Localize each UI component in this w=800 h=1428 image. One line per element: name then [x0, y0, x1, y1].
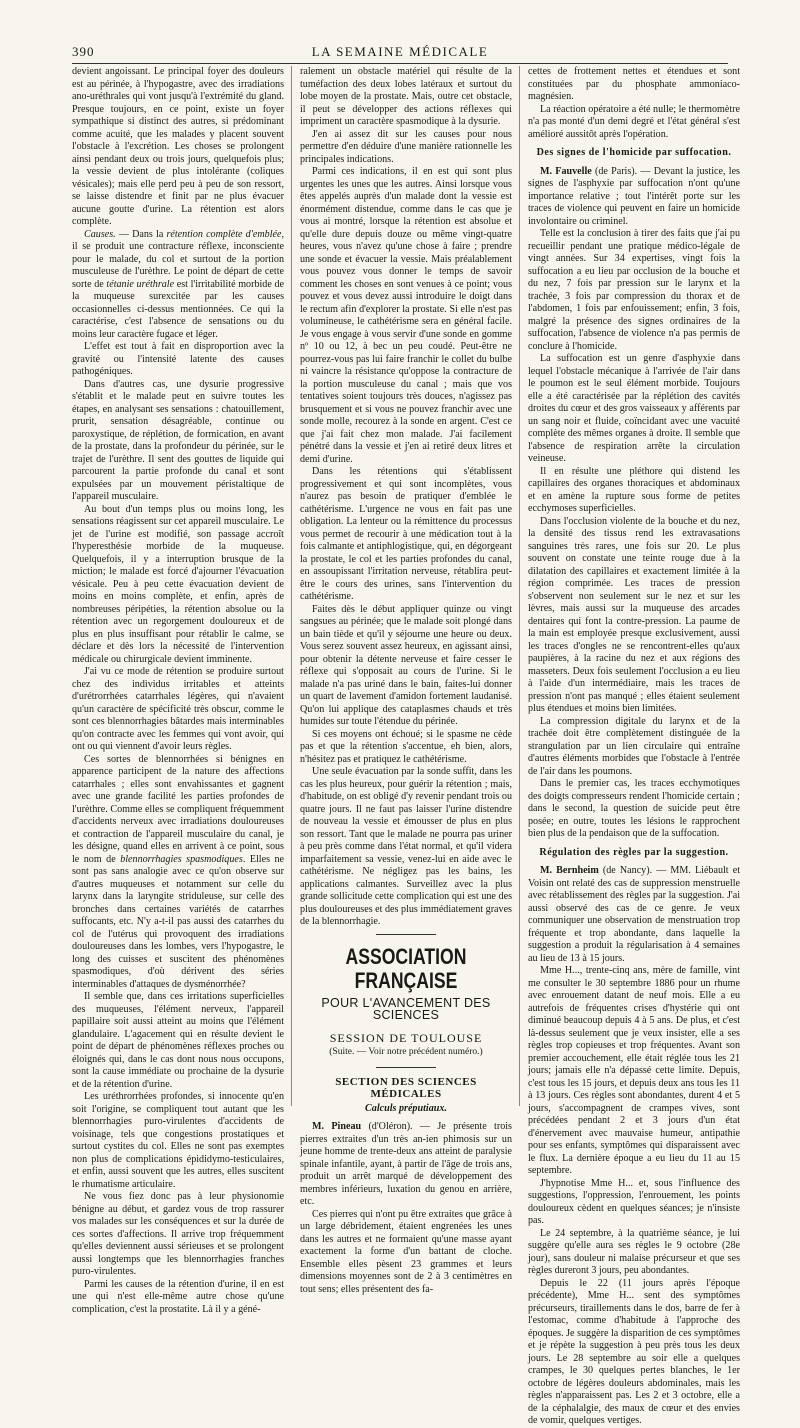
paragraph: La compression digitale du larynx et de la trachée doit être complètement distinguée de la strangulation par un lien circulaire qui entraîne d'autres éléments morbides que l'obstacle à l'entrée de l'air dans les poumons. — [528, 715, 740, 777]
association-subtitle: POUR L'AVANCEMENT DES SCIENCES — [321, 995, 491, 1022]
paragraph: Telle est la conclusion à tirer des faits que j'ai pu recueillir pendant une pratique médico-légale de vingt années. Sur 34 expertises, vingt fois la suffocation a eu lieu par occlusion de la bouche et du nez, 7 fois par pression sur le larynx et la trachée, 3 fois par compression du thorax et de l'abdomen, 1 fois par enfouissement; enfin, 3 fois, malgré la présence des signes ordinaires de la suffocation, l'absence de violence n'a pas permis de conclure à l'homicide. — [528, 228, 740, 352]
paragraph — [72, 229, 284, 342]
paragraph: Parmi les causes de la rétention d'urine, il en est une qui n'est elle-même autre chose qu'une complication, c'est la prostatite. Là il y a géné- — [72, 1278, 284, 1315]
author-name: M. Pineau — [312, 1121, 362, 1132]
paragraph: Si ces moyens ont échoué; si le spasme ne cède pas et que la rétention s'accentue, eh bien, alors, n'hésitez pas et pratiquez le cathétérisme. — [300, 728, 512, 765]
emphasis: rétention complète d'emblée — [166, 228, 282, 240]
paragraph: devient angoissant. Le principal foyer des douleurs est au périnée, à l'hypogastre, avec des irradiations ano-uréthrales qui vont jusqu'à l'extrémité du gland. Presque toujours, en ce point, existe un foyer sympathique si distinct des autres, si prédominant comme acuité, que les malades y placent souvent l'obstacle à l'excrétion. Les choses se prolongent ainsi pendant deux ou trois jours, quelquefois plus; la vessie devient de plus intolérante (coliques vésicales); mais elle perd peu à peu de son ressort, se laisse distendre et finit par ne plus évacuer aucune goutte d'urine. La rétention est alors complète. — [72, 66, 284, 227]
section-title: SECTION DES SCIENCES MÉDICALES — [335, 1075, 477, 1100]
text-run: (de Paris). — Devant la justice, les signes de l'asphyxie par suffocation n'ont qu'une importance relative ; tout l'intérêt porte sur les traces de violence qui peuvent en faire un homicide involontaire ou criminel. — [528, 165, 740, 227]
section-separator — [376, 1067, 436, 1068]
column-right — [528, 66, 741, 1426]
section-separator — [376, 934, 436, 935]
paragraph: Il en résulte une pléthore qui distend les capillaires des organes thoraciques et abdominaux et en amène la rupture sous forme de petites ecchymoses superficielles. — [528, 465, 740, 514]
paragraph: Dans le premier cas, les traces ecchymotiques des doigts compresseurs rendent l'homicide certain ; dans le second, la question de suicide peut être posée; en outre, toutes les lésions le rapprochent bien plus de la pendaison que de la suffocation. — [528, 778, 740, 839]
session-title: SESSION DE TOULOUSE — [329, 1030, 483, 1045]
text-run: (de Nancy). — MM. Liébault et Voisin ont relaté des cas de suppression menstruelle avec rétablissement des règles par la suggestion. J'ai aussi observé des cas de ce genre. Je veux communiquer une observation de menstruation trop fréquente et trop abondante, dans laquelle la suggestion a produit la régularisation à 4 semaines au lieu de 13 à 15 jours. — [528, 865, 741, 964]
paragraph: J'hypnotise Mme H... et, sous l'influence des suggestions, l'oppression, l'enrouement, les points douloureux cèdent en quelques séances; je n'insiste pas. — [528, 1177, 740, 1226]
paragraph: Parmi ces indications, il en est qui sont plus urgentes les unes que les autres. Ainsi lorsque vous êtes appelés auprès d'un malade dont la vessie est énormément distendue, comme dans le cas que je vous ai montré, lorsque la rétention est absolue et qu'elle dure depuis douze ou même vingt-quatre heures, vous n'avez qu'une chose à faire ; prendre une sonde et évacuer la vessie. Mais préalablement vous pouvez vous donner le temps de savoir comment les choses en sont venues à ce point; vous pouvez et vous devez aussi introduire le doigt dans le rectum afin d'explorer la prostate. Si elle n'est pas volumineuse, le cathétérisme sera en général facile. Je vous engage à vous servir d'une sonde en gomme nº 10 ou 12, à bec un peu coudé. Peut-être ne pourrez-vous pas lui faire franchir le collet du bulbe ni vaincre la résistance qu'oppose la contracture de la portion musculeuse du canal ; mais que vos tentatives soient toujours très douces, n'agissez pas brusquement et si vous ne pouvez franchir avec une sonde molle, recourez à la sonde en argent. C'est ce que j'ai fait chez mon malade. J'ai facilement pénétré dans la vessie et j'en ai retiré deux litres et demi d'urine. — [300, 166, 512, 465]
paragraph: La réaction opératoire a été nulle; le thermomètre n'a pas monté d'un demi degré et l'état général s'est amélioré aussitôt après l'opération. — [528, 103, 740, 140]
paragraph: Faites dès le début appliquer quinze ou vingt sangsues au périnée; que le malade soit plongé dans un bain tiède et qu'il y séjourne une heure ou deux. Vous serez souvent assez heureux, en agissant ainsi, pour obtenir la détente nerveuse et faire cesser le réflexe qui s'opposait au cours de l'urine. Si le malade n'a pas uriné dans le bain, faites-lui donner un quart de lavement d'amidon fortement laudanisé. Qu'on lui applique des cataplasmes chauds et très humides sur toute l'étendue du périnée. — [300, 603, 512, 727]
article-heading: Régulation des règles par la suggestion. — [539, 846, 729, 858]
paragraph: La suffocation est un genre d'asphyxie dans lequel l'obstacle mécanique à l'arrivée de l'air dans le poumon est le seul élément morbide. Toujours elle a été caractérisée par la réplétion des cavités droites du cœur et des gros vaisseaux y afférents par un sang noir et fluide, coïncidant avec une vacuité complète des mêmes organes à droite. Il semble que l'absence de respiration arrête la circulation veineuse. — [528, 353, 740, 464]
paragraph — [72, 754, 284, 992]
paragraph: Le 24 septembre, à la quatrième séance, je lui suggère qu'elle aura ses règles le 9 octobre (28e jour), sans douleur ni malaise précurseur et que ses règles dureront 3 jours, peu abondantes. — [528, 1227, 740, 1276]
paragraph: Dans l'occlusion violente de la bouche et du nez, la densité des tissus rend les extravasations sanguines très rares, une fois sur 20. Le plus souvent on constate une teinte rouge due à la dilatation des capillaires et exactement limitée à la région comprimée. Les traces de pression s'observent non seulement sur le nez et sur les lèvres, mais aussi sur la muqueuse des arcades dentaires qui font la contre-pression. La paume de la main est employée presque exclusivement, aussi les traces d'ongles ne se rencontrent-elles qu'aux paupières, à la racine du nez et aux régions des masseters. Deux fois seulement l'occlusion a eu lieu à l'aide d'un intermédiaire, mais les traces de pression n'ont pas manqué ; elles étaient seulement plus étendues et moins bien limitées. — [528, 515, 740, 714]
run-in-label: Causes. — [84, 228, 116, 240]
paragraph — [528, 865, 740, 965]
paragraph: Les uréthrorrhées profondes, si innocente qu'en soit l'origine, se compliquent tout autant que les blennorrhagies puro-virulentes d'accidents de voisinage, tels que congestions prostatiques et surtout cystites du col. Elles ne sont pas exemptes non plus de complications épididymo-testiculaires, et enfin, aussi souvent que les autres, elles suscitent le rhumatisme articulaire. — [72, 1091, 284, 1190]
page-number: 390 — [72, 44, 95, 59]
paragraph: Au bout d'un temps plus ou moins long, les sensations réagissent sur cet appareil musculaire. Le jet de l'urine est modifié, son passage accroît l'hyperesthésie morbide de la muqueuse. Quelquefois, il y a interruption brusque de la miction; le malade est forcé d'ajourner l'évacuation vésicale. Peu à peu cette évacuation devient de moins en moins complète, et enfin, après de nombreuses péripéties, la rétention absolue ou la rétention avec un regorgement douloureux et de plus en plus insuffisant pour rétablir le calme, se déclare et dès lors la nécessité de l'intervention médicale ou chirurgicale devient imminente. — [72, 503, 284, 665]
association-title: ASSOCIATION FRANÇAISE — [345, 943, 467, 993]
paragraph: Ne vous fiez donc pas à leur physionomie bénigne au début, et gardez vous de trop rassurer vos malades sur les conséquences et sur la durée de ces sortes d'affections. Il arrive trop fréquemment qu'elles deviennent aussi sérieuses et se prolongent aussi longtemps que les blennorrhagies franches puro-virulentes. — [72, 1191, 284, 1277]
paragraph: J'en ai assez dit sur les causes pour nous permettre d'en déduire d'une manière rationnelle les principales indications. — [300, 128, 512, 165]
column-divider — [291, 66, 292, 1106]
paragraph: ralement un obstacle matériel qui résulte de la tuméfaction des deux lobes latéraux et surtout du lobe moyen de la prostate. Mais, outre cet obstacle, il peut se développer des actions réflexes qui impriment un caractère spasmodique à la dysurie. — [300, 66, 512, 127]
paragraph: Dans d'autres cas, une dysurie progressive s'établit et le malade peut en suivre toutes les étapes, en analysant ses sensations : chatouillement, prurit, sensation désagréable, continue ou paroxystique, de réplétion, de formication, en avant de la prostate, dans la profondeur du périnée, sur le trajet de l'urèthre. Il sent des gouttes de liquide qui parcourent la partie profonde du canal et sont expulsées par un mouvement péristaltique de l'appareil musculaire. — [72, 378, 284, 502]
article-heading: Des signes de l'homicide par suffocation. — [536, 147, 732, 158]
column-divider — [519, 66, 520, 1106]
paragraph: L'effet est tout à fait en disproportion avec la gravité ou l'intensité latente des causes pathogéniques. — [72, 341, 284, 377]
paragraph: Dans les rétentions qui s'établissent progressivement et qui sont incomplètes, vous n'aurez pas besoin de pratiquer d'emblée le cathétérisme. L'urgence ne vous en fait pas une obligation. La lenteur ou la rémittence du processus vous permet de recourir à une médication tout à la fois calmante et antiphlogistique, qui, en dégorgeant la prostate, le col et les parties profondes du canal, en assoupissant l'irritation nerveuse, rétablira peut-être le cours des urines, sans l'intervention du cathétérisme. — [300, 466, 512, 602]
text-run: (d'Oléron). — Je présente trois pierres extraites d'un très an-ien phimosis sur un jeune homme de trente-deux ans atteint de paralysie spinale infantile, ayant, à partir de l'âge de trois ans, produit un arrêt marqué de développement des membres inférieurs, luxation du genou en arrière, etc. — [300, 1121, 512, 1207]
text-run: Ces sortes de blennorrhées si bénignes en apparence participent de la nature des affections catarrhales ; elles sont envahissantes et gagnent avec une grande facilité les parties profondes de l'urèthre. Comme elles se compliquent fréquemment d'accidents nerveux avec irradiations douloureuses et contraction de l'appareil musculaire du canal, je les désigne, quand elles en arrivent à ce point, sous le nom de — [72, 753, 284, 865]
author-name: M. Fauvelle — [540, 165, 592, 177]
page-header — [72, 44, 728, 60]
text-run: . Elles ne sont pas sans analogie avec ce qu'on observe sur d'autres muqueuses et notamment sur celle du larynx dans la laryngite striduleuse, sur celle des bronches dans certaines variétés de catarrhes suffocants, etc. N'y a-t-il pas aussi des catarrhes du col de l'utérus qui provoquent des irradiations douloureuses dans les lombes, vers l'hypogastre, le long des cuisses et suscitent des phénomènes spasmodiques, d'où dérivent des séries interminables d'attaques de dysménorrhée? — [72, 853, 284, 990]
column-left — [72, 66, 284, 1315]
author-name: M. Bernheim — [540, 865, 599, 876]
running-title: LA SEMAINE MÉDICALE — [311, 44, 489, 59]
emphasis: blennorrhagies spasmodiques — [120, 853, 243, 865]
text-run: , il se produit une contracture réflexe, inconsciente pour le malade, du col et surtout de la portion musculeuse de l'urèthre. Le point de départ de cette sorte de — [72, 228, 284, 290]
paragraph — [300, 1121, 512, 1209]
paragraph: Une seule évacuation par la sonde suffit, dans les cas les plus heureux, pour guérir la rétention ; mais, d'habitude, on est obligé d'y revenir pendant trois ou quatre jours. Il ne faut pas laisser l'urine distendre de nouveau la vessie et émousser de plus en plus son ressort. Tant que le malade ne pourra pas uriner à peu près comme dans l'état normal, et qu'il videra imparfaitement sa vessie, venez-lui en aide avec le cathétérisme. Ne négligez pas les bains, les applications calmantes. Surveillez avec la plus grande sollicitude cette complication qui est une des plus douloureuses et des plus immédiatement graves de la blennorrhagie. — [300, 766, 512, 927]
paragraph: Ces pierres qui n'ont pu être extraites que grâce à un large débridement, étaient engrenées les unes dans les autres et ne formaient qu'une masse ayant exactement la forme d'un battant de cloche. Ensemble elles pèsent 23 grammes et leurs dimensions moyennes sont de 2 à 3 centimètres en tout sens; elles présentent des fa- — [300, 1208, 512, 1295]
paragraph: cettes de frottement nettes et étendues et sont constituées par du phosphate ammoniaco-magnésien. — [528, 66, 740, 102]
paragraph: Depuis le 22 (11 jours après l'époque précédente), Mme H... sent des symptômes précurseurs, tiraillements dans le dos, barre de fer à l'estomac, comme d'habitude à l'approche des époques. Je suggère la disparition de ces symptômes et je répète la suggestion à peu près tous les deux jours. Le 28 septembre au soir elle a quelques crampes, le 30 quelques pertes blanches, le 1er octobre de légères douleurs abdominales, mais les règles n'apparaissent pas. Les 2 et 3 octobre, elle a de la céphalalgie, des maux de cœur et des envies de vomir, quelques vertiges. — [528, 1277, 740, 1426]
column-middle — [300, 66, 512, 1295]
paragraph: J'ai vu ce mode de rétention se produire surtout chez des individus irritables et atteints d'urétrorrhées catarrhales légères, qui n'avaient qu'un caractère de spécificité très obscur, comme le sont ces blennorrhagies bâtardes mais interminables qu'on contracte avec les femmes qui vont avoir, qui ont ou qui viennent d'avoir leurs règles. — [72, 666, 284, 752]
text-run: est l'irritabilité morbide de la muqueuse surexcitée par les causes occasionnelles ci-dessus mentionnées. Ce qui la caractérise, c'est l'absence de sensations ou du moins leur caractère fugace et léger. — [72, 278, 284, 340]
article-heading: Calculs préputiaux. — [365, 1102, 447, 1114]
continuation-note: (Suite. — Voir notre précédent numéro.) — [329, 1047, 483, 1057]
text-run: — Dans la — [115, 228, 167, 240]
paragraph: Mme H..., trente-cinq ans, mère de famille, vint me consulter le 30 septembre 1886 pour un rhume avec enrouement datant de neuf mois. Elle a eu autrefois de fréquentes crises d'hystérie qui ont diminué beaucoup depuis 4 à 5 ans. De plus, et c'est là-dessus seulement que je veux insister, elle a ses règles trop copieuses et trop fréquentes. Avant son premier accouchement, elle était réglée tous les 21 jours; jamais elle n'a dépassé cette limite. Depuis, c'est tous les 15 jours, et depuis deux ans tous les 11 à 13 jours. Ces règles sont abondantes, durent 4 et 5 jours, s'accompagnent de crampes vives, sont précédées pendant 2 et 3 jours d'un état d'énervement avec mauvaise humeur, antipathie pour ses enfants, symptômes qui disparaissent avec le flux. La dernière époque a eu lieu du 11 au 15 septembre. — [528, 965, 740, 1176]
emphasis: tétanie uréthrale — [106, 278, 175, 290]
paragraph: Il semble que, dans ces irritations superficielles des muqueuses, l'élément nerveux, l'appareil papillaire soit aussi atteint au moins que l'élément glandulaire. L'agacement qui en résulte devient le point de départ de phénomènes réflexes proches ou éloignés qui, dans le cas dont nous nous occupons, sont la cause immédiate ou prochaine de la dysurie et de la rétention d'urine. — [72, 991, 284, 1090]
paragraph — [528, 166, 740, 229]
header-rule — [72, 63, 728, 64]
